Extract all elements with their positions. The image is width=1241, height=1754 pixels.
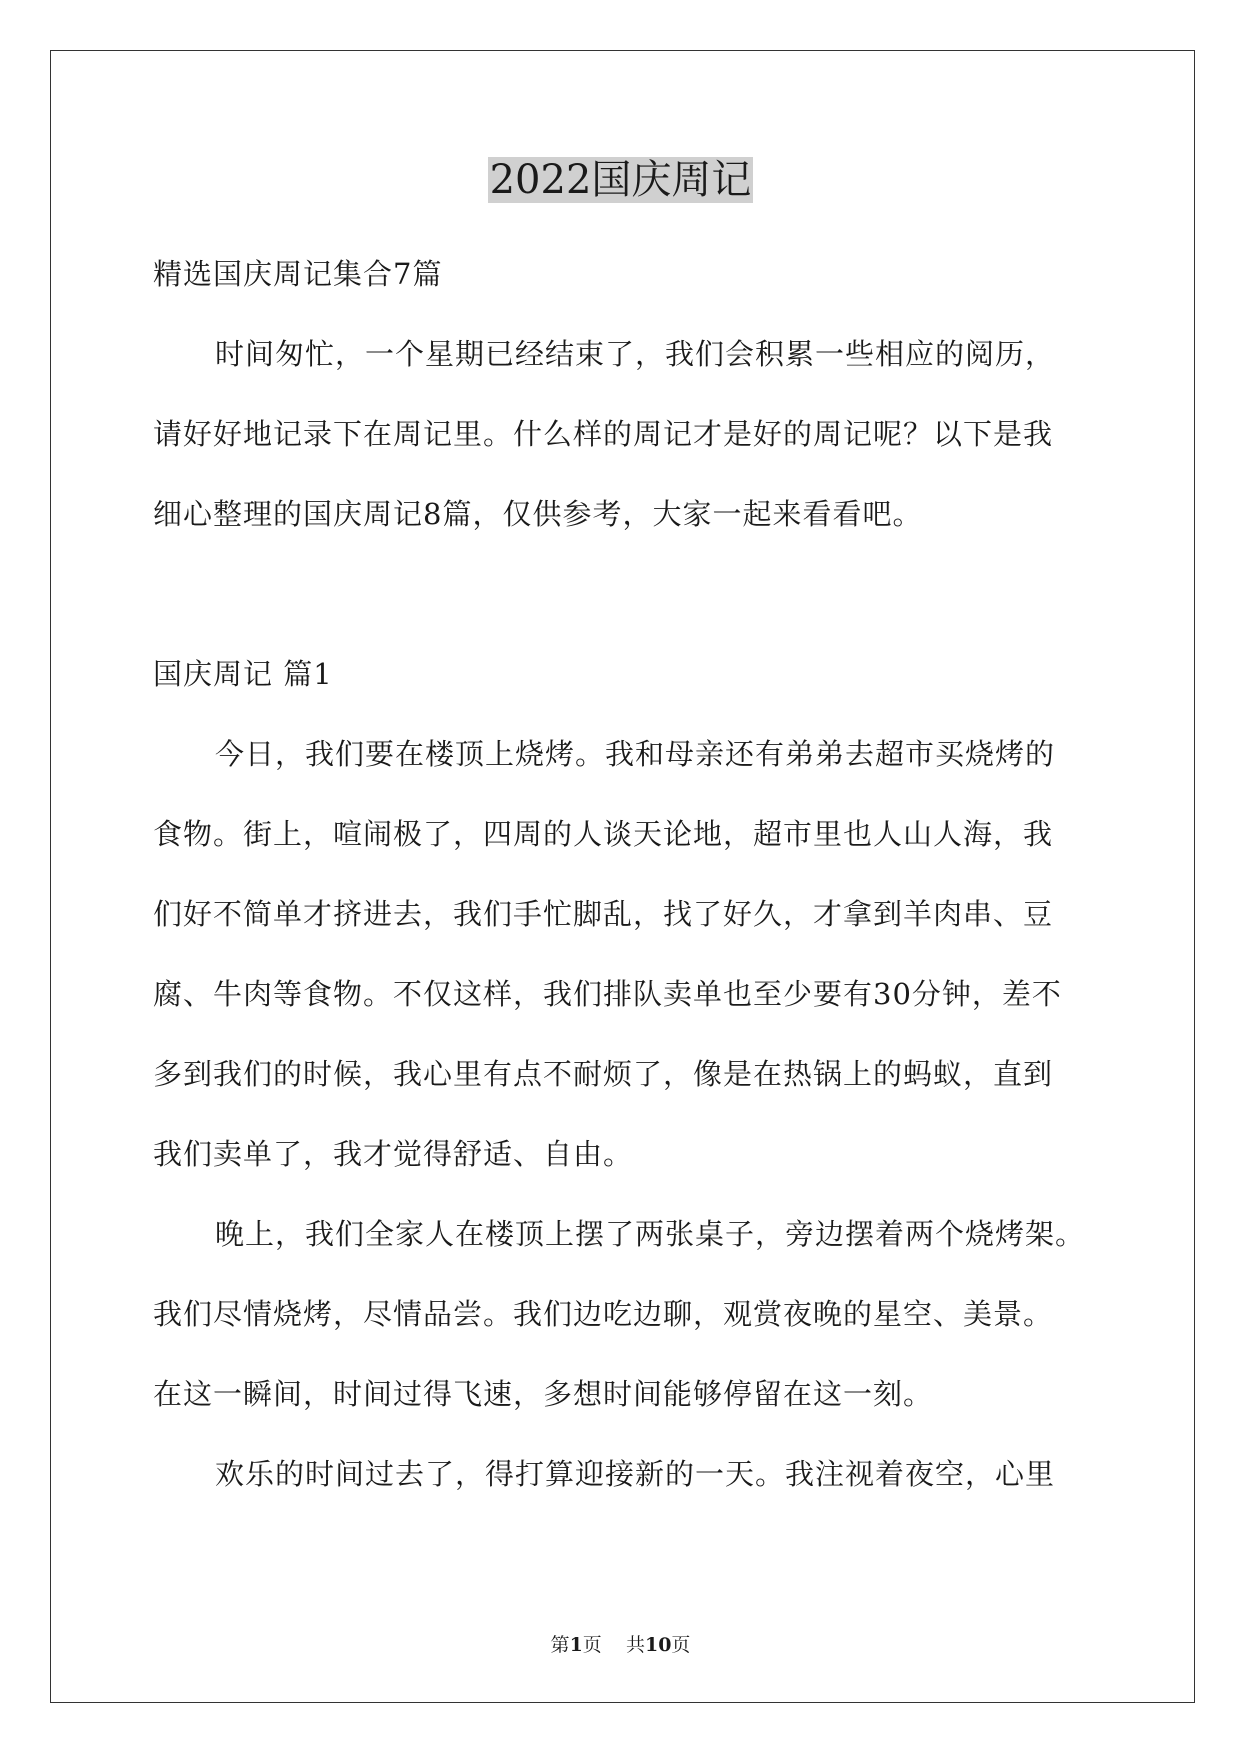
footer-prefix: 第: [550, 1634, 570, 1656]
document-body: [153, 234, 1093, 1514]
text-line: 细心整理的国庆周记8篇，仅供参考，大家一起来看看吧。: [153, 497, 923, 531]
document-title: [0, 152, 1241, 208]
text-line: 们好不简单才挤进去，我们手忙脚乱，找了好久，才拿到羊肉串、豆: [153, 897, 1054, 931]
paragraph: [153, 1194, 1093, 1434]
total-page-count: 10: [644, 1634, 672, 1656]
section-heading: 国庆周记 篇1: [153, 657, 333, 691]
footer-mid: 页 共: [582, 1634, 645, 1656]
intro-paragraph: [153, 314, 1093, 554]
text-line: 在这一瞬间，时间过得飞速，多想时间能够停留在这一刻。: [153, 1377, 934, 1411]
text-line: 今日，我们要在楼顶上烧烤。我和母亲还有弟弟去超市买烧烤的: [215, 737, 1056, 771]
text-line: 晚上，我们全家人在楼顶上摆了两张桌子，旁边摆着两个烧烤架。: [215, 1217, 1086, 1251]
text-line: 多到我们的时候，我心里有点不耐烦了，像是在热锅上的蚂蚁，直到: [153, 1057, 1054, 1091]
text-line: 我们卖单了，我才觉得舒适、自由。: [153, 1137, 634, 1171]
text-line: 食物。街上，喧闹极了，四周的人谈天论地，超市里也人山人海，我: [153, 817, 1054, 851]
subtitle: 精选国庆周记集合7篇: [153, 257, 443, 291]
current-page-number: 1: [569, 1634, 583, 1656]
page-footer: [0, 1632, 1241, 1658]
text-line: 欢乐的时间过去了，得打算迎接新的一天。我注视着夜空，心里: [215, 1457, 1056, 1491]
document-title-text: 2022国庆周记: [489, 157, 752, 203]
footer-suffix: 页: [671, 1634, 691, 1656]
text-line: 我们尽情烧烤，尽情品尝。我们边吃边聊，观赏夜晚的星空、美景。: [153, 1297, 1054, 1331]
paragraph: [153, 1434, 1093, 1514]
text-line: 请好好地记录下在周记里。什么样的周记才是好的周记呢？以下是我: [153, 417, 1054, 451]
paragraph: [153, 714, 1093, 1194]
text-line: 腐、牛肉等食物。不仅这样，我们排队卖单也至少要有30分钟，差不: [153, 977, 1062, 1011]
text-line: 时间匆忙，一个星期已经结束了，我们会积累一些相应的阅历，: [215, 337, 1056, 371]
